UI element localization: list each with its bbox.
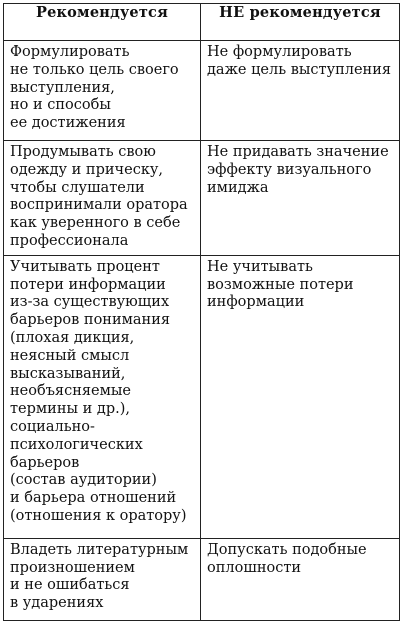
cell-text-line: барьеров bbox=[10, 454, 80, 471]
cell-text-line: Продумывать свою bbox=[10, 144, 156, 160]
cell-text-line: высказываний, bbox=[10, 365, 126, 382]
cell-text-line: и не ошибаться bbox=[10, 577, 130, 594]
cell-text-line: (плохая дикция, bbox=[10, 329, 135, 346]
cell-not-recommended bbox=[201, 538, 400, 620]
cell-text-line: не только цель своего bbox=[10, 61, 179, 78]
table-row bbox=[4, 141, 400, 256]
cell-text-line: эффекту визуального bbox=[207, 161, 372, 178]
cell-text-line: барьеров понимания bbox=[10, 312, 171, 329]
header-row bbox=[4, 4, 400, 41]
cell-text-line: одежду и прическу, bbox=[10, 161, 164, 178]
cell-text-line: неясный смысл bbox=[10, 347, 130, 364]
cell-recommended bbox=[4, 255, 201, 538]
cell-text-line: Не придавать значение bbox=[207, 144, 389, 160]
cell-text-line: выступления, bbox=[10, 79, 115, 96]
cell-text-line: Формулировать bbox=[10, 44, 130, 60]
cell-text-line: Не формулировать bbox=[207, 44, 352, 60]
cell-text-line: Учитывать процент bbox=[10, 258, 160, 275]
cell-text-line: Владеть литературным bbox=[10, 541, 189, 558]
cell-text-line: даже цель выступления bbox=[207, 61, 392, 78]
cell-text-line: ее достижения bbox=[10, 115, 126, 132]
cell-text-line: (отношения к оратору) bbox=[10, 507, 187, 524]
cell-text-line: из-за существующих bbox=[10, 294, 170, 311]
cell-recommended bbox=[4, 538, 201, 620]
header-recommended: Рекомендуется bbox=[4, 4, 201, 41]
cell-text-line: психологических bbox=[10, 436, 143, 453]
cell-text-line: (состав аудитории) bbox=[10, 472, 157, 489]
cell-text-line: воспринимали оратора bbox=[10, 197, 188, 214]
cell-text-line: термины и др.), bbox=[10, 401, 131, 418]
cell-recommended bbox=[4, 141, 201, 256]
cell-text-line: необъясняемые bbox=[10, 383, 131, 400]
cell-not-recommended bbox=[201, 255, 400, 538]
cell-text-line: чтобы слушатели bbox=[10, 179, 145, 196]
table-row bbox=[4, 41, 400, 141]
cell-text-line: произношением bbox=[10, 559, 135, 576]
cell-text-line: и барьера отношений bbox=[10, 490, 177, 507]
cell-text-line: имиджа bbox=[207, 179, 269, 196]
cell-text-line: в ударениях bbox=[10, 595, 104, 612]
cell-text-line: потери информации bbox=[10, 276, 166, 293]
cell-text-line: профессионала bbox=[10, 232, 129, 249]
cell-not-recommended bbox=[201, 141, 400, 256]
cell-text-line: возможные потери bbox=[207, 276, 354, 293]
table-row bbox=[4, 538, 400, 620]
cell-text-line: Не учитывать bbox=[207, 258, 313, 275]
header-not-recommended: НЕ рекомендуется bbox=[201, 4, 400, 41]
cell-text-line: Допускать подобные bbox=[207, 541, 367, 558]
cell-text-line: но и способы bbox=[10, 97, 111, 114]
cell-text-line: как уверенного в себе bbox=[10, 215, 181, 232]
cell-recommended bbox=[4, 41, 201, 141]
recommendations-table bbox=[3, 3, 400, 621]
table-row bbox=[4, 255, 400, 538]
cell-text-line: оплошности bbox=[207, 559, 302, 576]
cell-text-line: социально- bbox=[10, 418, 95, 435]
cell-text-line: информации bbox=[207, 294, 305, 311]
cell-not-recommended bbox=[201, 41, 400, 141]
